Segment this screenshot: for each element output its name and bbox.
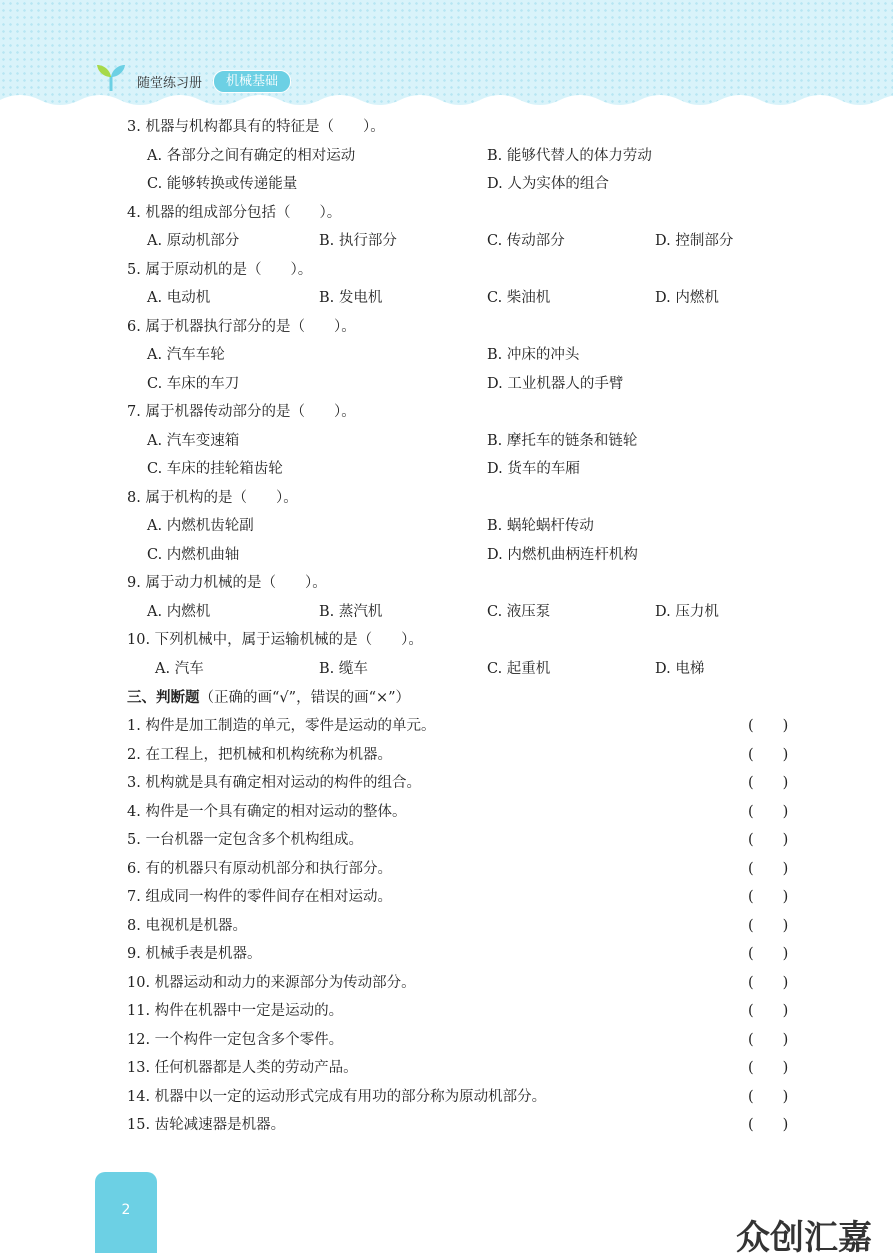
judgment-item: 3. 机构就是具有确定相对运动的构件的组合。 bbox=[127, 775, 421, 791]
option: B. 发电机 bbox=[319, 290, 383, 306]
judgment-item: 2. 在工程上，把机械和机构统称为机器。 bbox=[127, 747, 392, 763]
answer-bracket[interactable]: ( ) bbox=[748, 1003, 789, 1019]
option: A. 各部分之间有确定的相对运动 bbox=[147, 148, 356, 164]
option: D. 压力机 bbox=[655, 604, 719, 620]
book-title: 随堂练习册 bbox=[137, 76, 203, 91]
option: B. 摩托车的链条和链轮 bbox=[487, 433, 638, 449]
option: B. 执行部分 bbox=[319, 233, 397, 249]
answer-bracket[interactable]: ( ) bbox=[748, 1117, 789, 1133]
subject-badge: 机械基础 bbox=[213, 70, 291, 93]
option: B. 冲床的冲头 bbox=[487, 347, 580, 363]
question-stem: 9. 属于动力机械的是（ ）。 bbox=[127, 575, 327, 591]
judgment-item: 4. 构件是一个具有确定的相对运动的整体。 bbox=[127, 804, 407, 820]
option: B. 能够代替人的体力劳动 bbox=[487, 148, 652, 164]
option: A. 汽车变速箱 bbox=[147, 433, 240, 449]
question-stem: 5. 属于原动机的是（ ）。 bbox=[127, 262, 313, 278]
section-heading bbox=[127, 688, 410, 708]
judgment-item: 5. 一台机器一定包含多个机构组成。 bbox=[127, 832, 363, 848]
watermark: 众创汇嘉 bbox=[736, 1218, 872, 1258]
answer-bracket[interactable]: ( ) bbox=[748, 918, 789, 934]
option: A. 内燃机 bbox=[147, 604, 211, 620]
option: D. 工业机器人的手臂 bbox=[487, 376, 624, 392]
answer-bracket[interactable]: ( ) bbox=[748, 889, 789, 905]
section-instruction: （正确的画“√”，错误的画“×”） bbox=[199, 690, 411, 706]
page-number-tab bbox=[95, 1172, 157, 1253]
option: C. 传动部分 bbox=[487, 233, 565, 249]
judgment-item: 1. 构件是加工制造的单元，零件是运动的单元。 bbox=[127, 718, 436, 734]
option: D. 控制部分 bbox=[655, 233, 734, 249]
option: C. 车床的挂轮箱齿轮 bbox=[147, 461, 283, 477]
option: A. 汽车车轮 bbox=[147, 347, 225, 363]
option: C. 液压泵 bbox=[487, 604, 551, 620]
option: B. 缆车 bbox=[319, 661, 368, 677]
answer-bracket[interactable]: ( ) bbox=[748, 1060, 789, 1076]
option: A. 汽车 bbox=[155, 661, 204, 677]
page-number: 2 bbox=[121, 1202, 131, 1218]
option: D. 人为实体的组合 bbox=[487, 176, 609, 192]
judgment-item: 11. 构件在机器中一定是运动的。 bbox=[127, 1003, 344, 1019]
answer-bracket[interactable]: ( ) bbox=[748, 747, 789, 763]
judgment-item: 10. 机器运动和动力的来源部分为传动部分。 bbox=[127, 975, 416, 991]
option: C. 车床的车刀 bbox=[147, 376, 240, 392]
option: D. 内燃机 bbox=[655, 290, 719, 306]
answer-bracket[interactable]: ( ) bbox=[748, 1089, 789, 1105]
option: C. 柴油机 bbox=[487, 290, 551, 306]
question-stem: 3. 机器与机构都具有的特征是（ ）。 bbox=[127, 119, 385, 135]
question-stem: 7. 属于机器传动部分的是（ ）。 bbox=[127, 404, 356, 420]
question-stem: 8. 属于机构的是（ ）。 bbox=[127, 490, 298, 506]
judgment-item: 9. 机械手表是机器。 bbox=[127, 946, 262, 962]
answer-bracket[interactable]: ( ) bbox=[748, 804, 789, 820]
answer-bracket[interactable]: ( ) bbox=[748, 946, 789, 962]
option: C. 能够转换或传递能量 bbox=[147, 176, 298, 192]
answer-bracket[interactable]: ( ) bbox=[748, 1032, 789, 1048]
judgment-item: 13. 任何机器都是人类的劳动产品。 bbox=[127, 1060, 358, 1076]
answer-bracket[interactable]: ( ) bbox=[748, 832, 789, 848]
option: C. 内燃机曲轴 bbox=[147, 547, 240, 563]
judgment-item: 7. 组成同一构件的零件间存在相对运动。 bbox=[127, 889, 392, 905]
judgment-item: 12. 一个构件一定包含多个零件。 bbox=[127, 1032, 344, 1048]
question-stem: 6. 属于机器执行部分的是（ ）。 bbox=[127, 319, 356, 335]
option: D. 内燃机曲柄连杆机构 bbox=[487, 547, 638, 563]
option: D. 货车的车厢 bbox=[487, 461, 580, 477]
option: B. 蜗轮蜗杆传动 bbox=[487, 518, 594, 534]
option: B. 蒸汽机 bbox=[319, 604, 383, 620]
question-stem: 4. 机器的组成部分包括（ ）。 bbox=[127, 205, 342, 221]
option: A. 电动机 bbox=[147, 290, 211, 306]
answer-bracket[interactable]: ( ) bbox=[748, 861, 789, 877]
answer-bracket[interactable]: ( ) bbox=[748, 975, 789, 991]
section-title: 三、判断题 bbox=[127, 689, 200, 706]
answer-bracket[interactable]: ( ) bbox=[748, 775, 789, 791]
judgment-item: 6. 有的机器只有原动机部分和执行部分。 bbox=[127, 861, 392, 877]
judgment-item: 15. 齿轮减速器是机器。 bbox=[127, 1117, 286, 1133]
option: A. 内燃机齿轮副 bbox=[147, 518, 254, 534]
judgment-item: 8. 电视机是机器。 bbox=[127, 918, 247, 934]
judgment-item: 14. 机器中以一定的运动形式完成有用功的部分称为原动机部分。 bbox=[127, 1089, 547, 1105]
option: D. 电梯 bbox=[655, 661, 705, 677]
option: A. 原动机部分 bbox=[147, 233, 240, 249]
answer-bracket[interactable]: ( ) bbox=[748, 718, 789, 734]
question-stem: 10. 下列机械中，属于运输机械的是（ ）。 bbox=[127, 632, 423, 648]
option: C. 起重机 bbox=[487, 661, 551, 677]
